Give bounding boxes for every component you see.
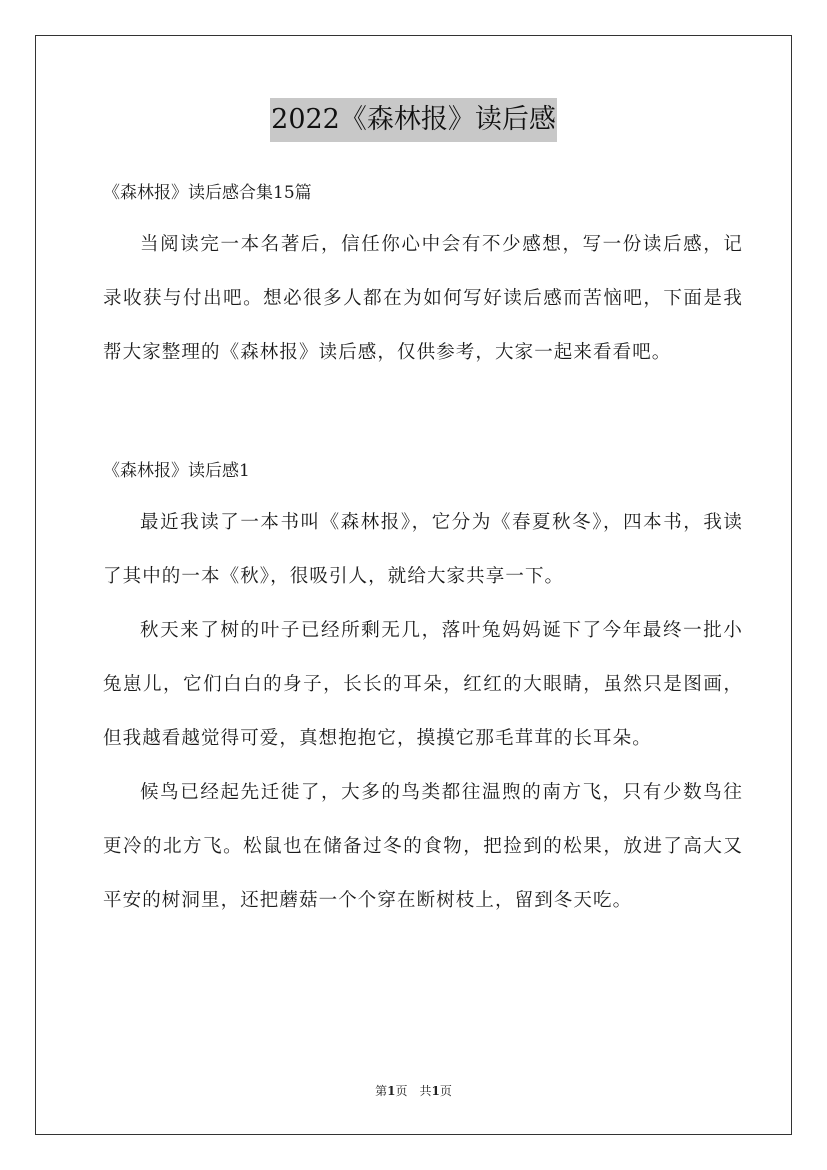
footer-page-suffix: 页 xyxy=(439,1084,452,1098)
page-footer xyxy=(0,1082,827,1099)
section-heading: 《森林报》读后感1 xyxy=(103,461,250,481)
document-title: 2022《森林报》读后感 xyxy=(270,98,557,142)
body-paragraph: 候鸟已经起先迁徙了，大多的鸟类都往温煦的南方飞，只有少数鸟往更冷的北方飞。松鼠也在储备过冬的食物，把捡到的松果，放进了高大又平安的树洞里，还把蘑菇一个个穿在断树枝上，留到冬天吃。 xyxy=(103,782,743,911)
footer-page-total: 1 xyxy=(431,1084,440,1098)
document-body xyxy=(103,174,743,928)
body-paragraph: 秋天来了树的叶子已经所剩无几，落叶兔妈妈诞下了今年最终一批小兔崽儿，它们白白的身子，长长的耳朵，红红的大眼睛，虽然只是图画，但我越看越觉得可爱，真想抱抱它，摸摸它那毛茸茸的长耳朵。 xyxy=(103,620,743,749)
footer-page-prefix: 第 xyxy=(375,1084,388,1098)
document-subtitle: 《森林报》读后感合集15篇 xyxy=(103,183,312,203)
title-wrap xyxy=(0,98,827,142)
footer-page-mid: 页 共 xyxy=(395,1084,432,1098)
body-paragraph: 最近我读了一本书叫《森林报》，它分为《春夏秋冬》，四本书，我读了其中的一本《秋》，很吸引人，就给大家共享一下。 xyxy=(103,512,743,587)
intro-paragraph: 当阅读完一本名著后，信任你心中会有不少感想，写一份读后感，记录收获与付出吧。想必很多人都在为如何写好读后感而苦恼吧，下面是我帮大家整理的《森林报》读后感，仅供参考，大家一起来看看吧。 xyxy=(103,234,743,363)
footer-page-current: 1 xyxy=(387,1084,396,1098)
